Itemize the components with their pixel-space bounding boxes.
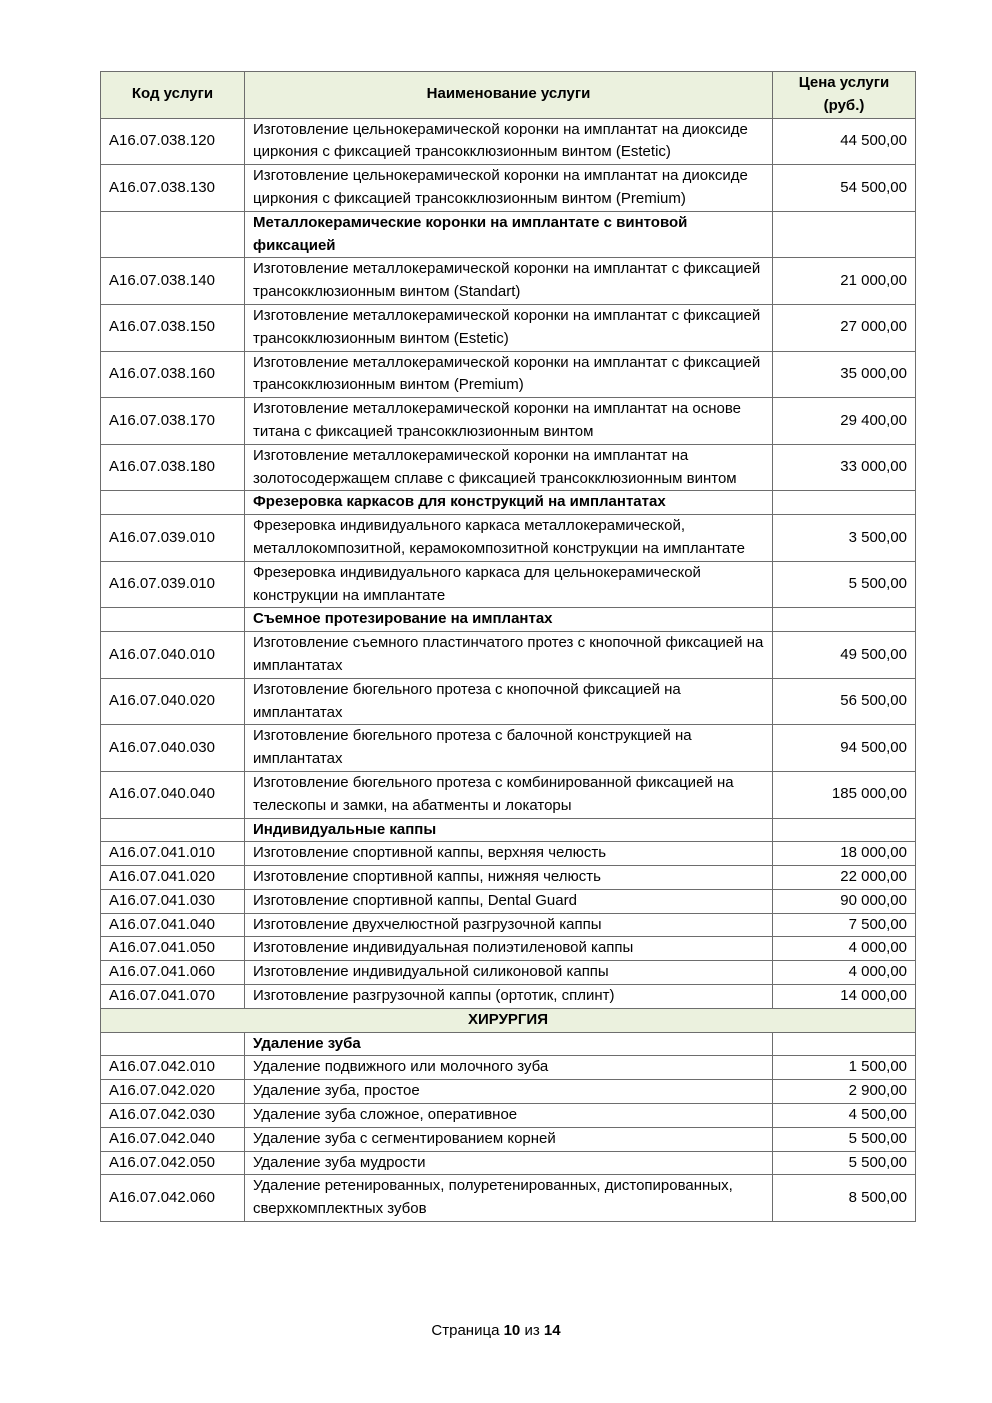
table-row [101, 165, 916, 212]
price-cell: 56 500,00 [773, 678, 916, 725]
table-row [101, 398, 916, 445]
table-row [101, 444, 916, 491]
section-row [101, 491, 916, 515]
name-cell: Изготовление бюгельного протеза с балочной конструкцией на имплантатах [245, 725, 773, 772]
price-cell: 29 400,00 [773, 398, 916, 445]
code-cell: A16.07.041.010 [101, 842, 245, 866]
table-row [101, 1080, 916, 1104]
price-cell: 5 500,00 [773, 561, 916, 608]
code-cell: A16.07.041.060 [101, 961, 245, 985]
code-cell: A16.07.042.040 [101, 1127, 245, 1151]
price-cell: 2 900,00 [773, 1080, 916, 1104]
section-title: Фрезеровка каркасов для конструкций на имплантатах [245, 491, 773, 515]
header-price-line2: (руб.) [823, 96, 865, 114]
price-cell [773, 608, 916, 632]
code-cell: A16.07.040.040 [101, 771, 245, 818]
table-row [101, 913, 916, 937]
code-cell: A16.07.040.010 [101, 632, 245, 679]
price-cell [773, 1032, 916, 1056]
code-cell: A16.07.038.140 [101, 258, 245, 305]
code-cell: A16.07.040.030 [101, 725, 245, 772]
name-cell: Изготовление цельнокерамической коронки на имплантат на диоксиде циркония с фиксацией трансокклюзионным винтом (Premium) [245, 165, 773, 212]
code-cell [101, 211, 245, 258]
category-title: ХИРУРГИЯ [101, 1008, 916, 1032]
code-cell: A16.07.042.060 [101, 1175, 245, 1222]
name-cell: Удаление подвижного или молочного зуба [245, 1056, 773, 1080]
table-row [101, 1056, 916, 1080]
page-footer [0, 1322, 992, 1339]
name-cell: Удаление ретенированных, полуретенированных, дистопированных, сверхкомплектных зубов [245, 1175, 773, 1222]
price-cell: 90 000,00 [773, 889, 916, 913]
name-cell: Фрезеровка индивидуального каркаса для цельнокерамической конструкции на имплантате [245, 561, 773, 608]
code-cell: A16.07.038.130 [101, 165, 245, 212]
name-cell: Удаление зуба, простое [245, 1080, 773, 1104]
price-cell: 7 500,00 [773, 913, 916, 937]
table-row [101, 515, 916, 562]
code-cell: A16.07.039.010 [101, 561, 245, 608]
code-cell: A16.07.041.050 [101, 937, 245, 961]
section-row [101, 1032, 916, 1056]
code-cell [101, 491, 245, 515]
table-row [101, 1151, 916, 1175]
code-cell: A16.07.039.010 [101, 515, 245, 562]
page-number-separator: из [524, 1322, 540, 1339]
price-cell [773, 818, 916, 842]
name-cell: Изготовление спортивной каппы, нижняя челюсть [245, 866, 773, 890]
table-row [101, 985, 916, 1009]
name-cell: Изготовление металлокерамической коронки на имплантат с фиксацией трансокклюзионным винтом (Premium) [245, 351, 773, 398]
price-table [100, 71, 916, 1222]
table-body [101, 118, 916, 1221]
price-cell: 3 500,00 [773, 515, 916, 562]
name-cell: Изготовление металлокерамической коронки на имплантат с фиксацией трансокклюзионным винтом (Estetic) [245, 304, 773, 351]
table-row [101, 1127, 916, 1151]
code-cell [101, 1032, 245, 1056]
price-cell: 14 000,00 [773, 985, 916, 1009]
table-row [101, 725, 916, 772]
code-cell: A16.07.042.030 [101, 1104, 245, 1128]
price-cell: 18 000,00 [773, 842, 916, 866]
header-price [773, 72, 916, 119]
header-name: Наименование услуги [245, 72, 773, 119]
name-cell: Изготовление металлокерамической коронки на имплантат с фиксацией трансокклюзионным винтом (Standart) [245, 258, 773, 305]
code-cell: A16.07.042.050 [101, 1151, 245, 1175]
table-row [101, 304, 916, 351]
page-number-total: 14 [543, 1322, 561, 1339]
table-row [101, 351, 916, 398]
name-cell: Изготовление разгрузочной каппы (ортотик, сплинт) [245, 985, 773, 1009]
section-title: Съемное протезирование на имплантах [245, 608, 773, 632]
name-cell: Изготовление металлокерамической коронки на имплантат на основе титана с фиксацией трансокклюзионным винтом [245, 398, 773, 445]
section-title: Индивидуальные каппы [245, 818, 773, 842]
price-cell: 54 500,00 [773, 165, 916, 212]
name-cell: Удаление зуба с сегментированием корней [245, 1127, 773, 1151]
section-row [101, 818, 916, 842]
price-cell: 8 500,00 [773, 1175, 916, 1222]
table-row [101, 937, 916, 961]
name-cell: Изготовление бюгельного протеза с комбинированной фиксацией на телескопы и замки, на абатменты и локаторы [245, 771, 773, 818]
price-cell: 4 000,00 [773, 937, 916, 961]
code-cell: A16.07.038.120 [101, 118, 245, 165]
code-cell: A16.07.041.040 [101, 913, 245, 937]
category-row [101, 1008, 916, 1032]
table-row [101, 258, 916, 305]
code-cell: A16.07.038.180 [101, 444, 245, 491]
section-title: Удаление зуба [245, 1032, 773, 1056]
name-cell: Изготовление съемного пластинчатого протез с кнопочной фиксацией на имплантатах [245, 632, 773, 679]
header-price-line1: Цена услуги [798, 74, 890, 91]
code-cell: A16.07.041.030 [101, 889, 245, 913]
price-cell: 49 500,00 [773, 632, 916, 679]
table-row [101, 678, 916, 725]
table-row [101, 866, 916, 890]
price-cell: 4 000,00 [773, 961, 916, 985]
name-cell: Удаление зуба сложное, оперативное [245, 1104, 773, 1128]
name-cell: Фрезеровка индивидуального каркаса металлокерамической, металлокомпозитной, керамокомпозитной конструкции на имплантате [245, 515, 773, 562]
name-cell: Изготовление индивидуальная полиэтиленовой каппы [245, 937, 773, 961]
price-cell: 94 500,00 [773, 725, 916, 772]
page-number-prefix: Страница [431, 1322, 500, 1339]
code-cell: A16.07.041.020 [101, 866, 245, 890]
price-cell: 4 500,00 [773, 1104, 916, 1128]
name-cell: Изготовление спортивной каппы, Dental Guard [245, 889, 773, 913]
code-cell: A16.07.040.020 [101, 678, 245, 725]
code-cell: A16.07.041.070 [101, 985, 245, 1009]
price-cell: 21 000,00 [773, 258, 916, 305]
code-cell [101, 608, 245, 632]
name-cell: Изготовление металлокерамической коронки на имплантат на золотосодержащем сплаве с фиксацией трансокклюзионным винтом [245, 444, 773, 491]
price-cell [773, 491, 916, 515]
price-cell: 185 000,00 [773, 771, 916, 818]
price-cell: 35 000,00 [773, 351, 916, 398]
table-row [101, 961, 916, 985]
table-row [101, 632, 916, 679]
price-cell: 5 500,00 [773, 1151, 916, 1175]
name-cell: Изготовление двухчелюстной разгрузочной каппы [245, 913, 773, 937]
name-cell: Изготовление бюгельного протеза с кнопочной фиксацией на имплантатах [245, 678, 773, 725]
table-row [101, 118, 916, 165]
name-cell: Удаление зуба мудрости [245, 1151, 773, 1175]
name-cell: Изготовление индивидуальной силиконовой каппы [245, 961, 773, 985]
page-number-current: 10 [503, 1322, 521, 1339]
price-cell: 5 500,00 [773, 1127, 916, 1151]
name-cell: Изготовление цельнокерамической коронки на имплантат на диоксиде циркония с фиксацией трансокклюзионным винтом (Estetic) [245, 118, 773, 165]
table-row [101, 842, 916, 866]
table-row [101, 771, 916, 818]
table-header-row [101, 72, 916, 119]
code-cell [101, 818, 245, 842]
code-cell: A16.07.038.160 [101, 351, 245, 398]
code-cell: A16.07.038.150 [101, 304, 245, 351]
header-code: Код услуги [101, 72, 245, 119]
price-cell: 44 500,00 [773, 118, 916, 165]
section-row [101, 608, 916, 632]
price-cell [773, 211, 916, 258]
price-cell: 1 500,00 [773, 1056, 916, 1080]
code-cell: A16.07.038.170 [101, 398, 245, 445]
table-row [101, 1104, 916, 1128]
price-cell: 22 000,00 [773, 866, 916, 890]
section-title: Металлокерамические коронки на имплантате с винтовой фиксацией [245, 211, 773, 258]
table-row [101, 561, 916, 608]
table-row [101, 889, 916, 913]
code-cell: A16.07.042.020 [101, 1080, 245, 1104]
code-cell: A16.07.042.010 [101, 1056, 245, 1080]
section-row [101, 211, 916, 258]
name-cell: Изготовление спортивной каппы, верхняя челюсть [245, 842, 773, 866]
price-cell: 27 000,00 [773, 304, 916, 351]
table-row [101, 1175, 916, 1222]
price-cell: 33 000,00 [773, 444, 916, 491]
